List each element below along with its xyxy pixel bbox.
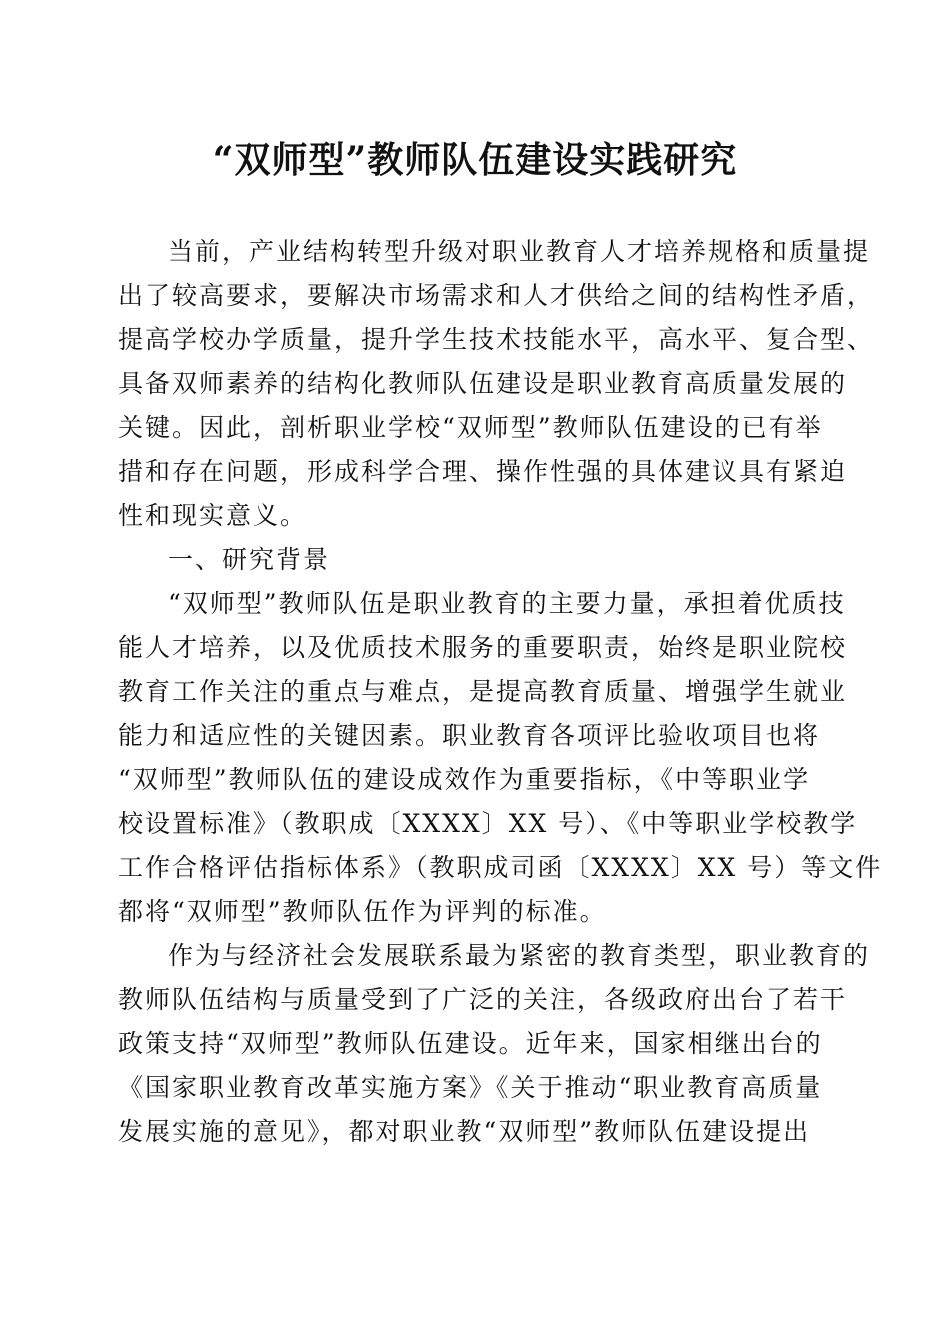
text-line: 教育工作关注的重点与难点，是提高教育质量、增强学生就业 (118, 677, 848, 706)
text-line: 《国家职业教育改革实施方案》《关于推动“职业教育高质量 (118, 1073, 823, 1102)
paragraph-background (118, 582, 883, 934)
text-line: 都将“双师型”教师队伍作为评判的标准。 (118, 897, 607, 926)
text-line: “双师型”教师队伍的建设成效作为重要指标，《中等职业学 (118, 765, 811, 794)
text-line: 发展实施的意见》，都对职业教“双师型”教师队伍建设提出 (118, 1117, 811, 1146)
document-title: “双师型”教师队伍建设实践研究 (212, 139, 738, 181)
text-line: 措和存在问题，形成科学合理、操作性强的具体建议具有紧迫 (118, 457, 848, 486)
text-line: 提高学校办学质量，提升学生技术技能水平，高水平、复合型、 (118, 325, 875, 354)
text-line: “双师型”教师队伍是职业教育的主要力量，承担着优质技 (168, 589, 846, 618)
text-line: 校设置标准》（教职成〔XXXX〕XX 号）、《中等职业学校教学 (118, 809, 858, 838)
text-line: 工作合格评估指标体系》（教职成司函〔XXXX〕XX 号）等文件 (118, 853, 883, 882)
text-line: 教师队伍结构与质量受到了广泛的关注，各级政府出台了若干 (118, 985, 848, 1014)
text-line: 具备双师素养的结构化教师队伍建设是职业教育高质量发展的 (118, 369, 848, 398)
section-heading (118, 538, 834, 582)
text-line: 性和现实意义。 (118, 501, 308, 530)
text-line: 能力和适应性的关键因素。职业教育各项评比验收项目也将 (118, 721, 821, 750)
document-body (118, 230, 883, 1154)
paragraph-intro (118, 230, 875, 538)
text-line: 能人才培养，以及优质技术服务的重要职责，始终是职业院校 (118, 633, 848, 662)
text-line: 关键。因此，剖析职业学校“双师型”教师队伍建设的已有举 (118, 413, 823, 442)
text-line: 作为与经济社会发展联系最为紧密的教育类型，职业教育的 (168, 941, 871, 970)
text-line: 出了较高要求，要解决市场需求和人才供给之间的结构性矛盾， (118, 281, 875, 310)
paragraph-policy (118, 934, 871, 1154)
text-line: 政策支持“双师型”教师队伍建设。近年来，国家相继出台的 (118, 1029, 823, 1058)
text-line: 当前，产业结构转型升级对职业教育人才培养规格和质量提 (168, 237, 871, 266)
text-line: 一、研究背景 (168, 545, 331, 574)
